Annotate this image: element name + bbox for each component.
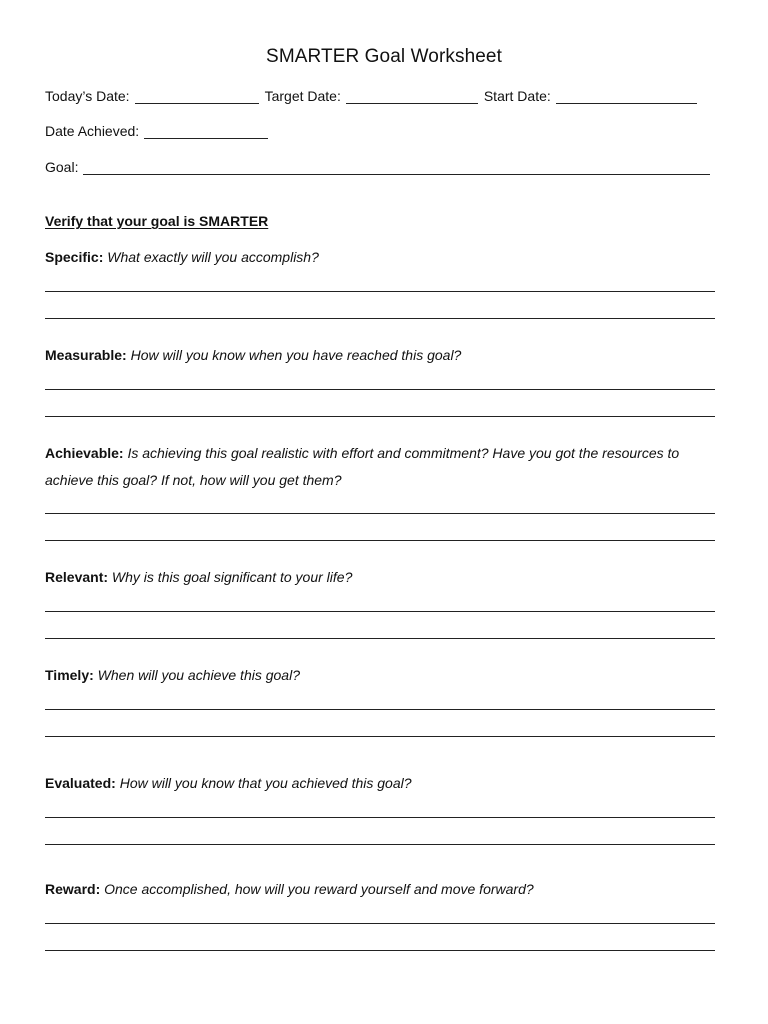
section-relevant <box>45 564 717 644</box>
target-date-field[interactable] <box>346 89 478 104</box>
answer-line[interactable] <box>45 709 715 710</box>
answer-line[interactable] <box>45 923 715 924</box>
question-term: Achievable: <box>45 445 124 461</box>
answer-line[interactable] <box>45 950 715 951</box>
goal-row <box>45 159 710 175</box>
date-achieved-row <box>45 123 274 139</box>
section-specific <box>45 244 717 324</box>
start-date-label: Start Date: <box>483 88 551 104</box>
question-prompt: Is achieving this goal realistic with effort and commitment? Have you got the resources to achieve this goal? If not, how will you get them? <box>45 445 680 488</box>
start-date-field[interactable] <box>556 89 697 104</box>
answer-line[interactable] <box>45 736 715 737</box>
question-term: Timely: <box>45 667 94 683</box>
question-term: Specific: <box>45 249 104 265</box>
question <box>45 662 717 689</box>
question <box>45 876 717 903</box>
answer-line[interactable] <box>45 817 715 818</box>
answer-line[interactable] <box>45 389 715 390</box>
verify-heading: Verify that your goal is SMARTER <box>45 213 269 229</box>
question <box>45 564 717 591</box>
section-timely <box>45 662 717 742</box>
question-term: Evaluated: <box>45 775 116 791</box>
answer-line[interactable] <box>45 611 715 612</box>
answer-line[interactable] <box>45 540 715 541</box>
answer-line[interactable] <box>45 318 715 319</box>
question <box>45 440 717 494</box>
answer-line[interactable] <box>45 513 715 514</box>
dates-row <box>45 88 697 104</box>
question-prompt: Why is this goal significant to your life? <box>111 569 353 585</box>
date-achieved-label: Date Achieved: <box>45 123 140 139</box>
question-prompt: Once accomplished, how will you reward yourself and move forward? <box>104 881 534 897</box>
question-prompt: How will you know that you achieved this goal? <box>119 775 412 791</box>
todays-date-label: Today’s Date: <box>45 88 130 104</box>
goal-field[interactable] <box>83 160 710 175</box>
target-date-label: Target Date: <box>264 88 341 104</box>
question <box>45 244 717 271</box>
todays-date-field[interactable] <box>135 89 259 104</box>
section-measurable <box>45 342 717 422</box>
goal-label: Goal: <box>45 159 79 175</box>
page-title: SMARTER Goal Worksheet <box>266 46 502 67</box>
date-achieved-field[interactable] <box>144 124 268 139</box>
question-prompt: How will you know when you have reached this goal? <box>130 347 462 363</box>
section-reward <box>45 876 717 956</box>
answer-line[interactable] <box>45 638 715 639</box>
question <box>45 770 717 797</box>
question-prompt: When will you achieve this goal? <box>97 667 300 683</box>
question-term: Measurable: <box>45 347 127 363</box>
answer-line[interactable] <box>45 844 715 845</box>
section-evaluated <box>45 770 717 850</box>
answer-line[interactable] <box>45 291 715 292</box>
question-term: Reward: <box>45 881 101 897</box>
question-prompt: What exactly will you accomplish? <box>107 249 319 265</box>
section-achievable <box>45 440 717 546</box>
question <box>45 342 717 369</box>
answer-line[interactable] <box>45 416 715 417</box>
question-term: Relevant: <box>45 569 109 585</box>
